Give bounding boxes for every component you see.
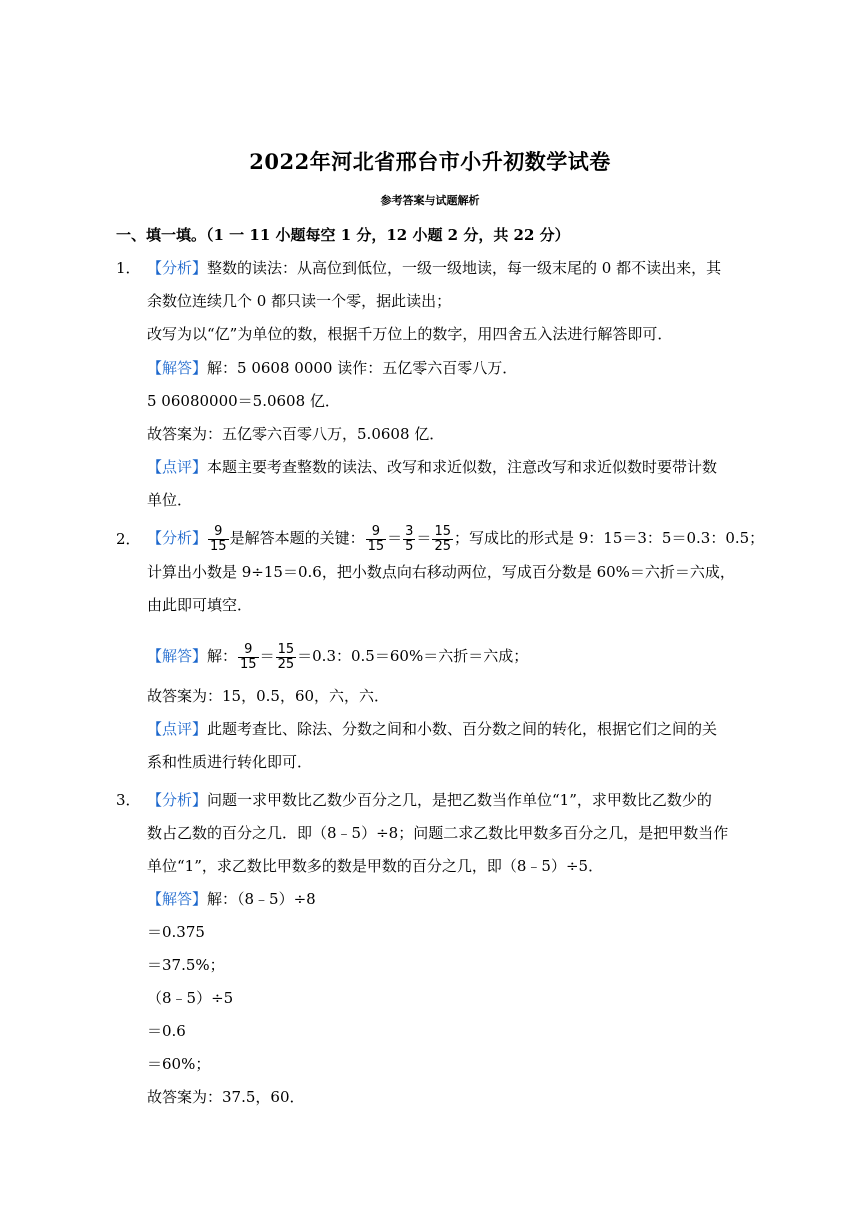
q3-solution-text-1: 解：（8﹣5）÷8 xyxy=(207,890,316,908)
q1-comment-line-1 xyxy=(147,456,717,478)
q3-solution-line-5: ＝0.6 xyxy=(147,1022,186,1040)
q2-analysis-line-2: 计算出小数是 9÷15＝0.6，把小数点向右移动两位，写成百分数是 60%＝六折＝六成， xyxy=(147,563,735,581)
q2-comment-line-1 xyxy=(147,718,717,740)
solution-tag: 【解答】 xyxy=(147,647,208,665)
q2-analysis-line-1: 【分析】 $\frac{9}{15}$ 是解答本题的关键： $\frac{9}{15}$ ＝ $\frac{3}{5}$ ＝ $\frac{15}{25}$ ；写成比的形式是 9：15＝3：5＝0.3：0.5； xyxy=(147,523,765,554)
q2-solution-text-1b: ＝0.3：0.5＝60%＝六折＝六成； xyxy=(297,647,529,665)
fraction-15-25: $\frac{15}{25}$ xyxy=(434,523,451,554)
question-1-number: 1． xyxy=(116,259,141,277)
page-subtitle: 参考答案与试题解析 xyxy=(380,194,480,207)
fraction-9-15: $\frac{9}{15}$ xyxy=(240,641,257,672)
q2-solution-line-1: 【解答】解： $\frac{9}{15}$ ＝ $\frac{15}{25}$ ＝0.3：0.5＝60%＝六折＝六成； xyxy=(147,641,529,672)
fraction-9-15: $\frac{9}{15}$ xyxy=(367,523,385,554)
comment-tag: 【点评】 xyxy=(147,458,208,476)
q1-analysis-text-1: 整数的读法：从高位到低位，一级一级地读，每一级末尾的 0 都不读出来，其 xyxy=(207,259,722,277)
q1-analysis-line-1 xyxy=(147,257,721,279)
q2-solution-line-2: 故答案为：15，0.5，60，六，六． xyxy=(147,687,390,705)
q3-solution-line-2: ＝0.375 xyxy=(147,923,205,941)
q3-analysis-line-3: 单位“1”，求乙数比甲数多的数是甲数的百分之几，即（8﹣5）÷5． xyxy=(147,857,604,875)
q2-comment-line-2: 系和性质进行转化即可． xyxy=(147,753,313,771)
q1-solution-text-1: 解：5 0608 0000 读作：五亿零六百零八万． xyxy=(207,359,518,377)
q3-solution-line-7: 故答案为：37.5，60． xyxy=(147,1088,305,1106)
q1-solution-line-3: 故答案为：五亿零六百零八万，5.0608 亿． xyxy=(147,425,445,443)
solution-tag: 【解答】 xyxy=(147,890,208,908)
q1-comment-line-2: 单位． xyxy=(147,491,193,509)
q3-analysis-line-1 xyxy=(147,789,712,811)
page-title: 2022年河北省邢台市小升初数学试卷 xyxy=(249,149,611,174)
analysis-tag: 【分析】 xyxy=(147,529,208,547)
question-3-number: 3． xyxy=(116,791,141,809)
q1-comment-text-1: 本题主要考查整数的读法、改写和求近似数，注意改写和求近似数时要带计数 xyxy=(207,458,718,476)
fraction-9-15: $\frac{9}{15}$ xyxy=(210,523,227,554)
analysis-tag: 【分析】 xyxy=(147,259,208,277)
q3-analysis-text-1: 问题一求甲数比乙数少百分之几，是把乙数当作单位“1”，求甲数比乙数少的 xyxy=(207,791,712,809)
q2-comment-text-1: 此题考查比、除法、分数之间和小数、百分数之间的转化，根据它们之间的关 xyxy=(207,720,718,738)
q1-solution-line-1 xyxy=(147,357,517,379)
q3-solution-line-6: ＝60%； xyxy=(147,1055,211,1073)
q3-solution-line-3: ＝37.5%； xyxy=(147,956,225,974)
q2-analysis-text-1b: ；写成比的形式是 9：15＝3：5＝0.3：0.5； xyxy=(453,529,765,547)
analysis-tag: 【分析】 xyxy=(147,791,208,809)
q3-analysis-line-2: 数占乙数的百分之几．即（8﹣5）÷8；问题二求乙数比甲数多百分之几，是把甲数当作 xyxy=(147,824,729,842)
q3-solution-line-1 xyxy=(147,888,316,910)
q2-analysis-line-3: 由此即可填空． xyxy=(147,596,253,614)
q1-analysis-line-2: 余数位连续几个 0 都只读一个零，据此读出； xyxy=(147,292,452,310)
q2-solution-text-1a: 解： xyxy=(207,647,238,665)
q1-solution-line-2: 5 06080000＝5.0608 亿． xyxy=(147,392,340,410)
q3-solution-line-4: （8﹣5）÷5 xyxy=(147,989,234,1007)
fraction-15-25: $\frac{15}{25}$ xyxy=(277,641,295,672)
section-heading: 一、填一填。（1 一 11 小题每空 1 分，12 小题 2 分，共 22 分） xyxy=(116,226,570,244)
solution-tag: 【解答】 xyxy=(147,359,208,377)
q2-analysis-text-1a: 是解答本题的关键： xyxy=(229,529,365,547)
comment-tag: 【点评】 xyxy=(147,720,208,738)
question-2-number: 2． xyxy=(116,530,141,548)
q1-analysis-line-3: 改写为以“亿”为单位的数，根据千万位上的数字，用四舍五入法进行解答即可． xyxy=(147,325,673,343)
fraction-3-5: $\frac{3}{5}$ xyxy=(405,523,414,554)
